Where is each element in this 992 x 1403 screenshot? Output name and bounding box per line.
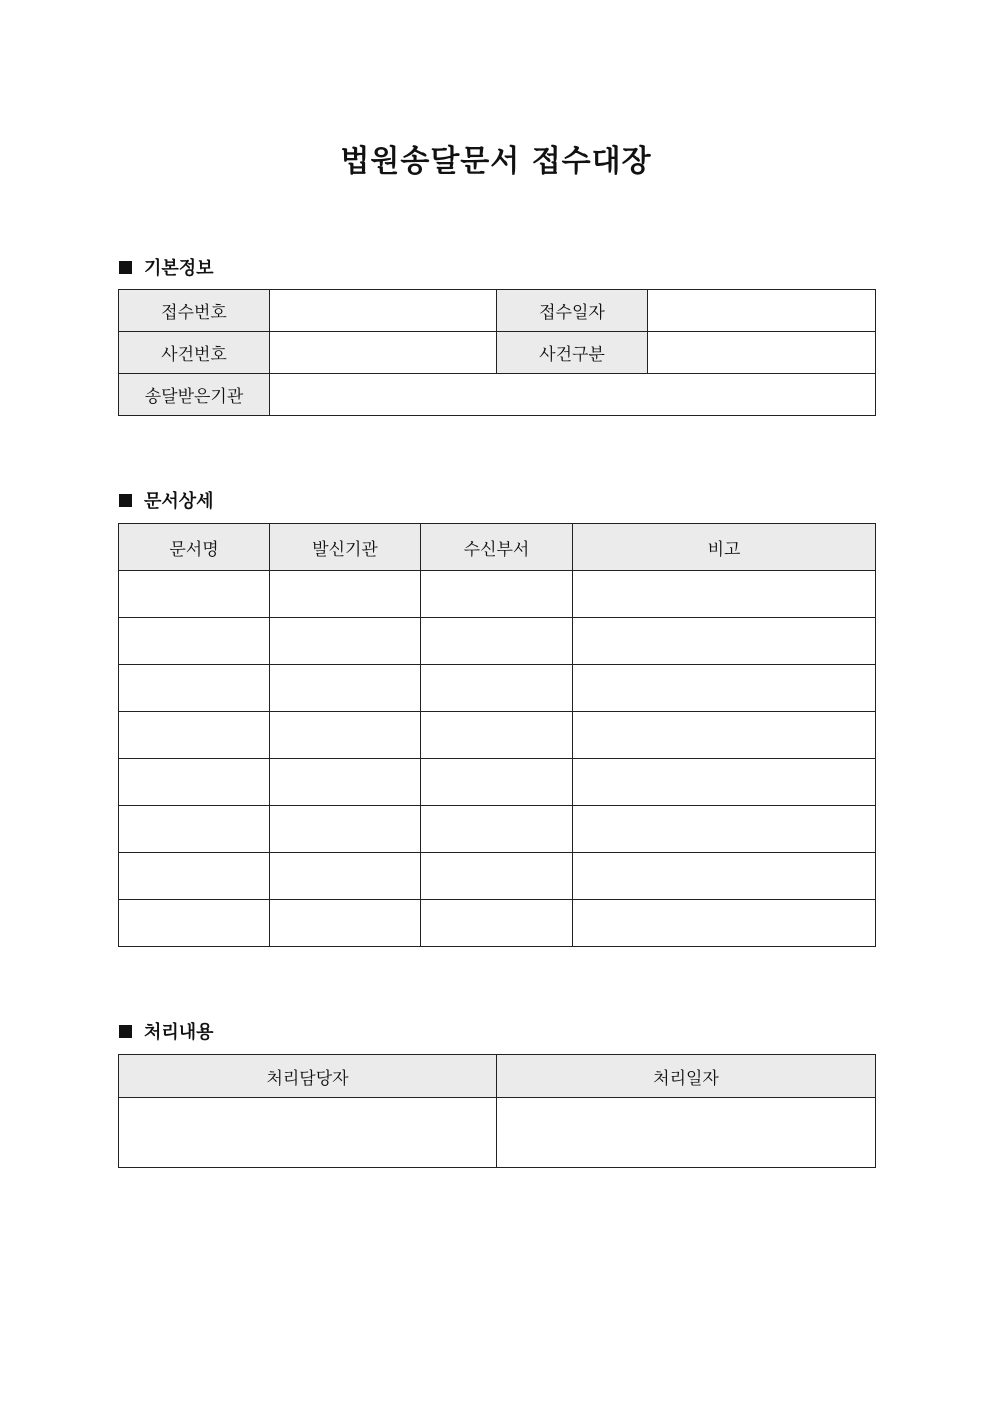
sender-cell[interactable] xyxy=(270,806,421,853)
column-header-handler: 처리담당자 xyxy=(119,1055,497,1098)
section-heading-basic xyxy=(119,254,214,280)
receiving-dept-cell[interactable] xyxy=(421,759,573,806)
case-no-label: 사건번호 xyxy=(119,332,270,374)
table-row xyxy=(119,1098,876,1168)
section-heading-process-label: 처리내용 xyxy=(144,1022,214,1043)
section-heading-detail xyxy=(119,487,214,513)
remarks-cell[interactable] xyxy=(573,665,876,712)
basic-info-table xyxy=(118,289,876,416)
column-header-process-date: 처리일자 xyxy=(497,1055,876,1098)
remarks-cell[interactable] xyxy=(573,571,876,618)
processing-table xyxy=(118,1054,876,1168)
handler-cell[interactable] xyxy=(119,1098,497,1168)
doc-name-cell[interactable] xyxy=(119,571,270,618)
receiving-dept-cell[interactable] xyxy=(421,853,573,900)
receiving-dept-cell[interactable] xyxy=(421,712,573,759)
doc-name-cell[interactable] xyxy=(119,665,270,712)
doc-name-cell[interactable] xyxy=(119,900,270,947)
page-title: 법원송달문서 접수대장 xyxy=(340,144,652,179)
remarks-cell[interactable] xyxy=(573,806,876,853)
table-row xyxy=(119,853,876,900)
document-detail-header-row xyxy=(119,524,876,571)
doc-name-cell[interactable] xyxy=(119,806,270,853)
table-row xyxy=(119,806,876,853)
receiving-dept-cell[interactable] xyxy=(421,806,573,853)
sender-cell[interactable] xyxy=(270,853,421,900)
table-row xyxy=(119,571,876,618)
document-detail-table xyxy=(118,523,876,947)
table-row xyxy=(119,618,876,665)
column-header-remarks: 비고 xyxy=(573,524,876,571)
sender-cell[interactable] xyxy=(270,759,421,806)
receipt-no-label: 접수번호 xyxy=(119,290,270,332)
receiving-dept-cell[interactable] xyxy=(421,618,573,665)
remarks-cell[interactable] xyxy=(573,853,876,900)
sender-cell[interactable] xyxy=(270,712,421,759)
doc-name-cell[interactable] xyxy=(119,853,270,900)
table-row xyxy=(119,712,876,759)
basic-info-row xyxy=(119,374,876,416)
sender-cell[interactable] xyxy=(270,900,421,947)
processing-header-row xyxy=(119,1055,876,1098)
column-header-receiving-dept: 수신부서 xyxy=(421,524,573,571)
sender-cell[interactable] xyxy=(270,665,421,712)
receipt-date-label: 접수일자 xyxy=(497,290,648,332)
process-date-cell[interactable] xyxy=(497,1098,876,1168)
receiving-dept-cell[interactable] xyxy=(421,571,573,618)
table-row xyxy=(119,759,876,806)
square-bullet-icon xyxy=(119,261,132,274)
remarks-cell[interactable] xyxy=(573,618,876,665)
table-row xyxy=(119,900,876,947)
table-row xyxy=(119,665,876,712)
column-header-doc-name: 문서명 xyxy=(119,524,270,571)
receiving-dept-cell[interactable] xyxy=(421,900,573,947)
square-bullet-icon xyxy=(119,494,132,507)
case-type-field[interactable] xyxy=(648,332,876,374)
remarks-cell[interactable] xyxy=(573,759,876,806)
square-bullet-icon xyxy=(119,1025,132,1038)
case-no-field[interactable] xyxy=(270,332,497,374)
sender-cell[interactable] xyxy=(270,618,421,665)
doc-name-cell[interactable] xyxy=(119,712,270,759)
remarks-cell[interactable] xyxy=(573,712,876,759)
receipt-date-field[interactable] xyxy=(648,290,876,332)
section-heading-basic-label: 기본정보 xyxy=(144,258,214,279)
receipt-no-field[interactable] xyxy=(270,290,497,332)
served-agency-label: 송달받은기관 xyxy=(119,374,270,416)
section-heading-detail-label: 문서상세 xyxy=(144,491,214,512)
doc-name-cell[interactable] xyxy=(119,618,270,665)
doc-name-cell[interactable] xyxy=(119,759,270,806)
served-agency-field[interactable] xyxy=(270,374,876,416)
receiving-dept-cell[interactable] xyxy=(421,665,573,712)
basic-info-row xyxy=(119,332,876,374)
section-heading-process xyxy=(119,1018,214,1044)
sender-cell[interactable] xyxy=(270,571,421,618)
case-type-label: 사건구분 xyxy=(497,332,648,374)
basic-info-row xyxy=(119,290,876,332)
remarks-cell[interactable] xyxy=(573,900,876,947)
column-header-sender: 발신기관 xyxy=(270,524,421,571)
